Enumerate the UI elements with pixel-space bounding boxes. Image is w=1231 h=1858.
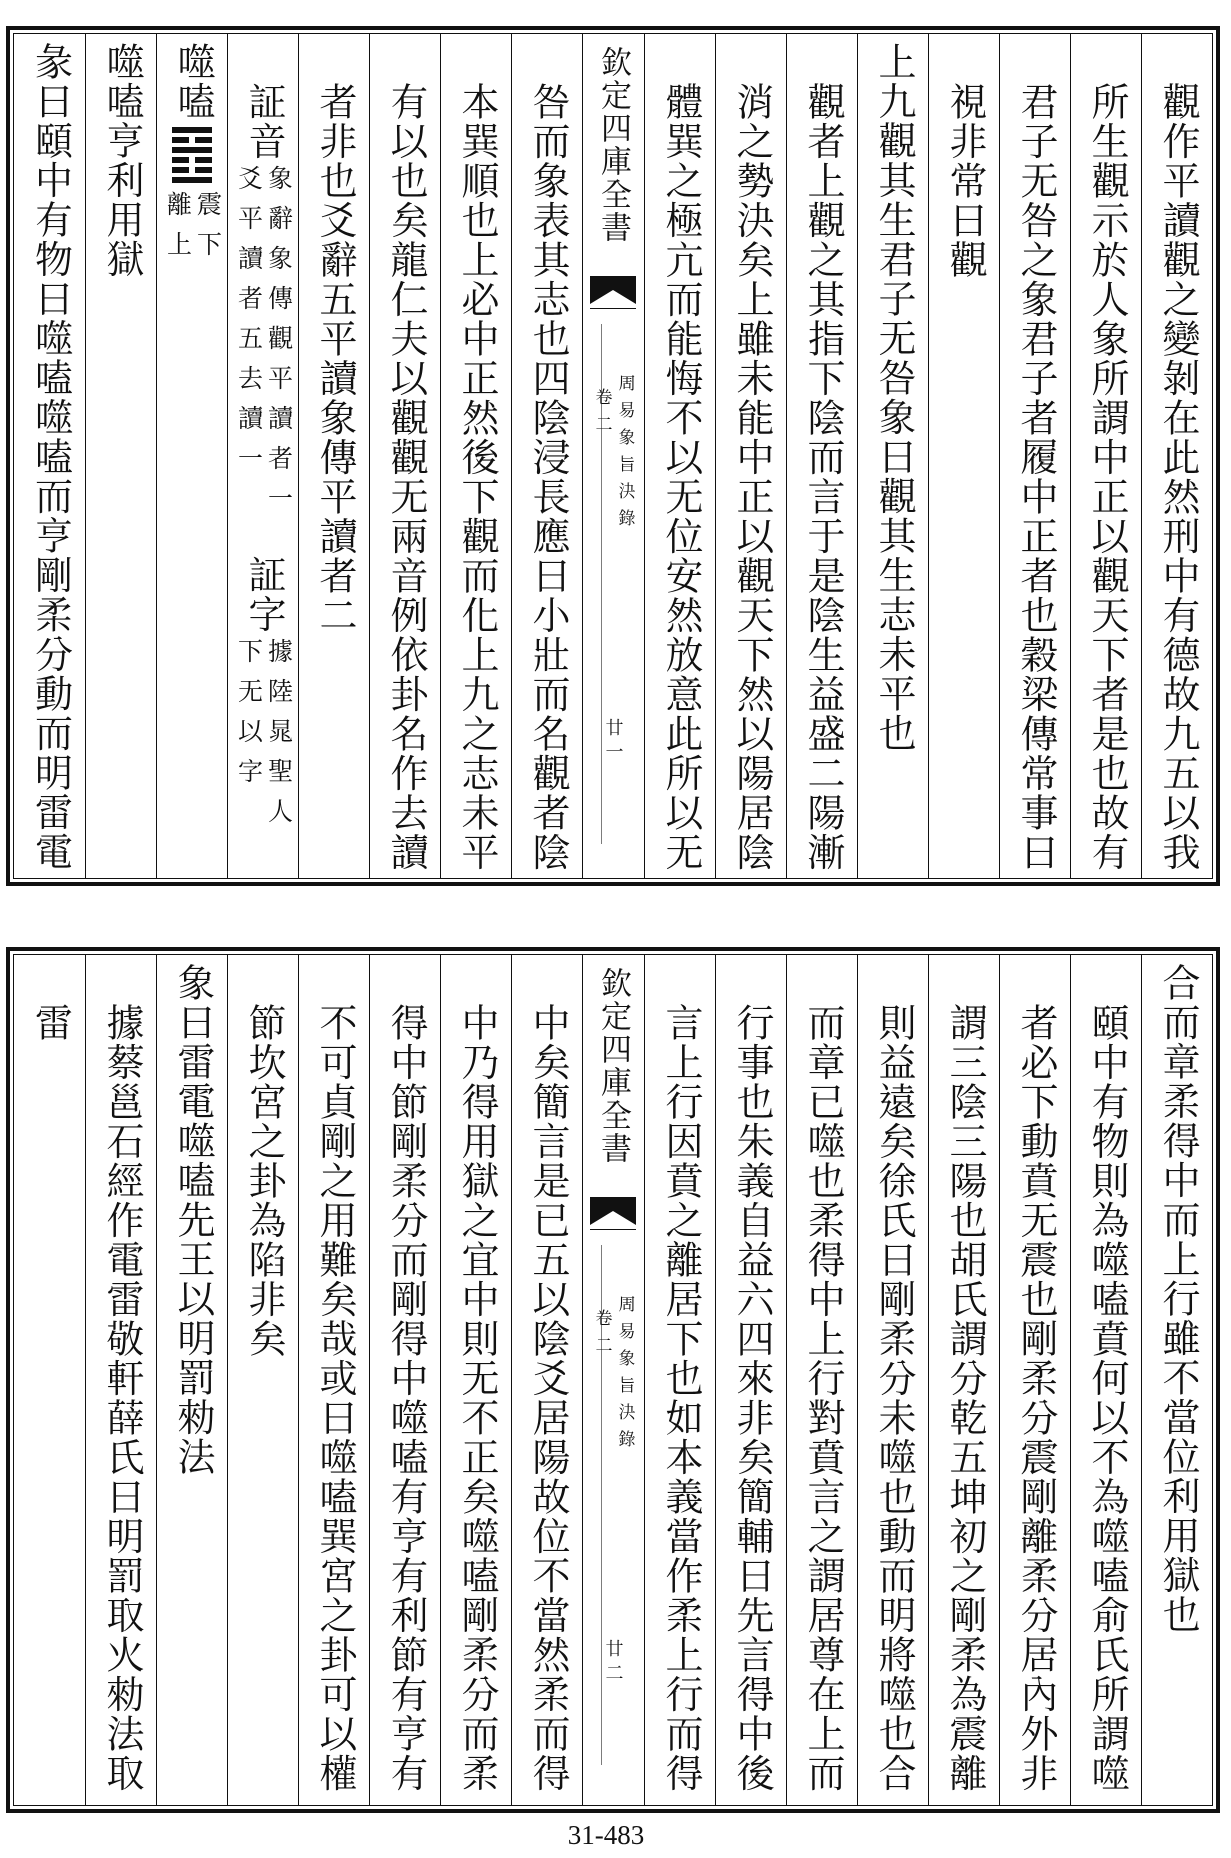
hexagram-heading-column xyxy=(156,34,227,878)
text-column xyxy=(786,34,857,878)
lower-trigram-label: 震下 xyxy=(193,191,221,271)
classic-text-column xyxy=(1141,955,1212,1805)
column-text: 者必下動賁无震也剛柔分震剛離柔分居內外非 xyxy=(1014,1003,1056,1793)
book-title: 周易象旨決錄 xyxy=(615,1295,635,1457)
text-column xyxy=(369,955,440,1805)
column-text: 節坎宮之卦為陷非矣 xyxy=(242,1003,284,1359)
leaf-number: 廿二 xyxy=(603,1639,624,1687)
column-text: 君子无咎之象君子者履中正者也穀梁傳常事曰 xyxy=(1014,82,1056,872)
text-column xyxy=(999,955,1070,1805)
column-text: 頤中有物則為噬嗑賁何以不為噬嗑俞氏所謂噬 xyxy=(1085,1003,1127,1793)
text-column xyxy=(786,955,857,1805)
column-text: 中乃得用獄之宜中則无不正矣噬嗑剛柔分而柔 xyxy=(455,1003,497,1793)
text-column xyxy=(14,955,85,1805)
text-column xyxy=(85,955,156,1805)
column-text: 彖曰頤中有物曰噬嗑噬嗑而亨剛柔分動而明雷電 xyxy=(28,42,71,872)
column-text: 謂三陰三陽也胡氏謂分乾五坤初之剛柔為震離 xyxy=(943,1003,985,1793)
column-text: 得中節剛柔分而剛得中噬嗑有亨有利節有亨有 xyxy=(384,1003,426,1793)
hexagram-name: 噬嗑 xyxy=(171,42,213,121)
column-text: 噬嗑亨利用獄 xyxy=(100,42,142,279)
column-text: 上九觀其生君子无咎象曰觀其生志未平也 xyxy=(872,42,914,753)
column-text: 行事也朱義自益六四來非矣簡輔曰先言得中後 xyxy=(730,1003,772,1793)
phonetic-note-heading: 証音 xyxy=(242,82,284,161)
bottom-page-frame xyxy=(6,947,1220,1813)
fold-metadata xyxy=(594,374,634,536)
note-column xyxy=(227,34,298,878)
column-text: 中矣簡言是已五以陰爻居陽故位不當然柔而得 xyxy=(526,1003,568,1793)
column-text: 有以也矣龍仁夫以觀觀无兩音例依卦名作去讀 xyxy=(384,82,426,872)
text-column xyxy=(644,955,715,1805)
bottom-page-columns xyxy=(13,954,1213,1806)
classic-text-column xyxy=(156,955,227,1805)
text-column xyxy=(1070,955,1141,1805)
column-text: 消之勢決矣上雖未能中正以觀天下然以陽居陰 xyxy=(730,82,772,872)
fishtail-ornament-icon xyxy=(590,1197,636,1230)
volume-label: 卷二 xyxy=(592,1309,612,1363)
column-text: 觀作平讀觀之變剝在此然刑中有德故九五以我 xyxy=(1156,82,1198,872)
textual-note-heading: 証字 xyxy=(242,555,284,634)
column-text: 所生觀示於人象所謂中正以觀天下者是也故有 xyxy=(1085,82,1127,872)
text-column xyxy=(715,955,786,1805)
text-column xyxy=(928,34,999,878)
column-text: 不可貞剛之用難矣哉或曰噬嗑巽宮之卦可以權 xyxy=(313,1003,355,1793)
center-fold-column xyxy=(582,955,644,1805)
column-text: 合而章柔得中而上行雖不當位利用獄也 xyxy=(1156,963,1198,1635)
text-column xyxy=(644,34,715,878)
classic-text-column xyxy=(857,34,928,878)
annotation-note xyxy=(236,638,291,838)
text-column xyxy=(511,955,582,1805)
annotation-note xyxy=(236,165,291,525)
note-line-right: 據陸晁聖人 xyxy=(264,638,292,838)
trigram-note xyxy=(165,191,220,271)
text-column xyxy=(298,34,369,878)
text-column xyxy=(857,955,928,1805)
text-column xyxy=(227,955,298,1805)
text-column xyxy=(298,955,369,1805)
volume-label: 卷二 xyxy=(592,388,612,442)
classic-text-column xyxy=(14,34,85,878)
note-line-left: 下无以字 xyxy=(234,638,262,798)
column-text: 本巽順也上必中正然後下觀而化上九之志未平 xyxy=(455,82,497,872)
note-line-right: 象辭象傳觀平讀者一 xyxy=(264,165,292,525)
text-column xyxy=(440,955,511,1805)
book-title: 周易象旨決錄 xyxy=(615,374,635,536)
shike-hexagram-icon xyxy=(172,127,212,183)
column-text: 雷 xyxy=(28,1003,71,1043)
column-text: 體巽之極亢而能悔不以无位安然放意此所以无 xyxy=(659,82,701,872)
text-column xyxy=(928,955,999,1805)
text-column xyxy=(369,34,440,878)
column-text: 據蔡邕石經作電雷敬軒薛氏曰明罰取火勑法取 xyxy=(100,1003,142,1793)
fold-metadata xyxy=(594,1295,634,1457)
column-text: 視非常曰觀 xyxy=(943,82,985,280)
text-column xyxy=(715,34,786,878)
top-page-frame xyxy=(6,26,1220,886)
text-column xyxy=(511,34,582,878)
classic-text-column xyxy=(85,34,156,878)
top-page-columns xyxy=(13,33,1213,879)
column-text: 則益遠矣徐氏曰剛柔分未噬也動而明將噬也合 xyxy=(872,1003,914,1793)
text-column xyxy=(1141,34,1212,878)
column-text: 象曰雷電噬嗑先王以明罰勑法 xyxy=(171,963,213,1477)
fishtail-ornament-icon xyxy=(590,276,636,309)
center-fold-column xyxy=(582,34,644,878)
note-line-left: 爻平讀者五去讀一 xyxy=(234,165,262,485)
series-title: 欽定四庫全書 xyxy=(596,967,631,1165)
column-text: 言上行因賁之離居下也如本義當作柔上行而得 xyxy=(659,1003,701,1793)
series-title: 欽定四庫全書 xyxy=(596,46,631,244)
text-column xyxy=(1070,34,1141,878)
textual-note xyxy=(236,555,291,838)
leaf-number: 廿一 xyxy=(603,718,624,766)
column-text: 咎而象表其志也四陰浸長應曰小壯而名觀者陰 xyxy=(526,82,568,872)
column-text: 觀者上觀之其指下陰而言于是陰生益盛二陽漸 xyxy=(801,82,843,872)
column-text: 而章已噬也柔得中上行對賁言之謂居尊在上而 xyxy=(801,1003,843,1793)
text-column xyxy=(440,34,511,878)
text-column xyxy=(999,34,1070,878)
page-number: 31-483 xyxy=(567,1820,645,1850)
column-text: 者非也爻辭五平讀象傳平讀者二 xyxy=(313,82,355,635)
upper-trigram-label: 離上 xyxy=(163,191,191,271)
